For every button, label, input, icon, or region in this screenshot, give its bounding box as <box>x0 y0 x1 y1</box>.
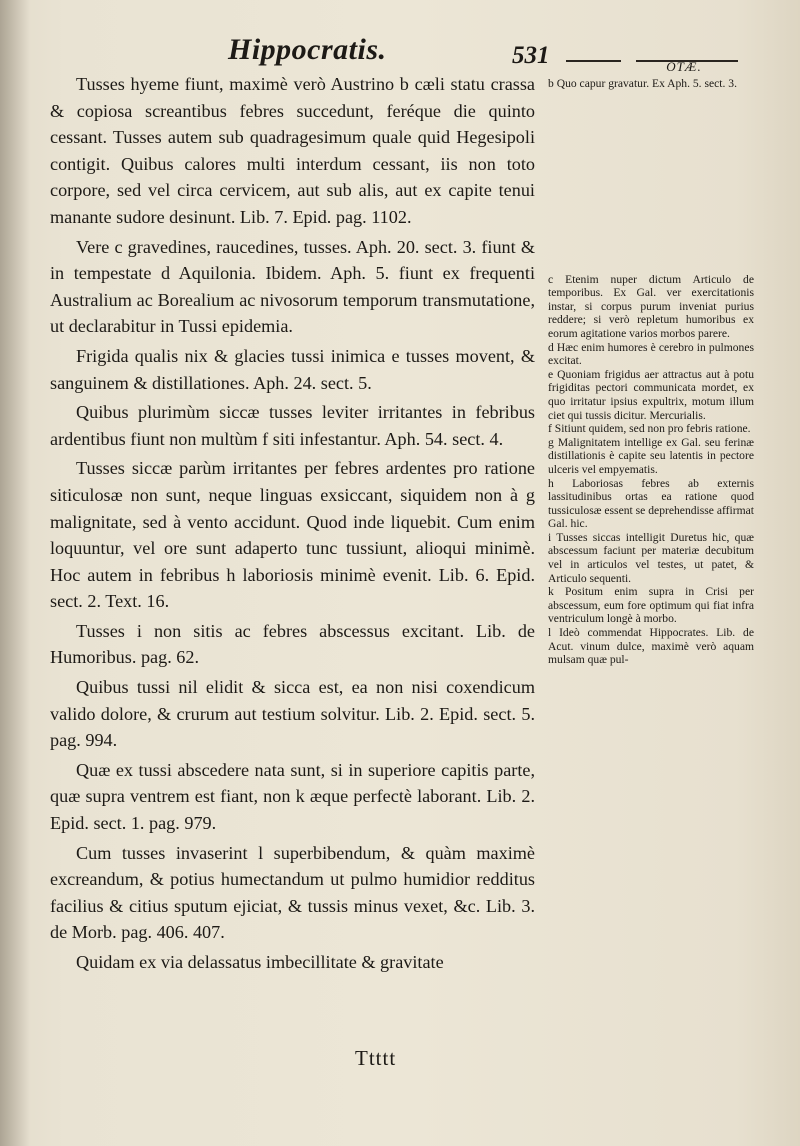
marginal-note: c Etenim nuper dictum Articulo de temporibus. Ex Gal. ver exercitationis instar, si corpus purum inveniat purius reddere; si verò repletum humoribus ex eorum agitatione varios morbos parere. <box>548 272 754 340</box>
paragraph: Tusses i non sitis ac febres abscessus excitant. Lib. de Humoribus. pag. 62. <box>50 620 535 668</box>
page-number: 531 <box>512 42 550 69</box>
marginal-note: h Laboriosas febres ab externis lassitudinibus ortas ea ratione quod tussiculosæ essent se deprehendisse affirmat Gal. hic. <box>548 476 754 531</box>
marginal-note: g Malignitatem intellige ex Gal. seu ferinæ distillationis è capite seu latentis in pectore ulceris vel empyematis. <box>548 435 754 476</box>
signature-mark: Ttttt <box>355 1046 397 1070</box>
marginal-note: k Positum enim supra in Crisi per abscessum, eum fore optimum qui fiat infra ventriculum longè à morbo. <box>548 585 754 626</box>
paragraph: Frigida qualis nix & glacies tussi inimica e tusses movent, & sanguinem & distillationes. Aph. 24. sect. 5. <box>50 345 535 393</box>
main-text-column <box>50 71 535 976</box>
notes-heading: OTÆ. <box>666 59 702 74</box>
paragraph: Tusses hyeme fiunt, maximè verò Austrino b cæli statu crassa & copiosa screantibus febres succedunt, feréque die quinto cessant. Tusses autem sub quadragesimum quale quid Hegesipoli contigit. Quibus calores multi interdum cessant, iis non toto corpore, sed vel circa cervicem, aut sub alis, aut ex capite tenui manante sudore desinunt. Lib. 7. Epid. pag. 1102. <box>50 74 535 227</box>
paragraph: Quidam ex via delassatus imbecillitate & gravitate <box>76 952 444 972</box>
marginal-note: e Quoniam frigidus aer attractus aut à potu frigiditas pectori communicata mordet, ex quo irritatur ipsius expultrix, motum illum ciet qui tussis dicitur. Mercurialis. <box>548 367 754 422</box>
marginal-note: f Sitiunt quidem, sed non pro febris ratione. <box>548 422 751 436</box>
marginal-notes-column <box>548 77 754 667</box>
paragraph: Quæ ex tussi abscedere nata sunt, si in superiore capitis parte, quæ supra ventrem est fiant, non k æque perfectè laborant. Lib. 2. Epid. sect. 1. pag. 979. <box>50 759 535 834</box>
paragraph: Quibus tussi nil elidit & sicca est, ea non nisi coxendicum valido dolore, & crurum aut testium solvitur. Lib. 2. Epid. sect. 5. pag. 994. <box>50 677 535 751</box>
paragraph: Quibus plurimùm siccæ tusses leviter irritantes in febribus ardentibus fiunt non multùm f siti infestantur. Aph. 54. sect. 4. <box>50 402 535 449</box>
marginal-note: i Tusses siccas intelligit Duretus hic, quæ abscessum faciunt per materiæ decubitum vel in articulos vel testes, ut patet, & Articulo sequenti. <box>548 530 754 585</box>
running-title: Hippocratis. <box>228 33 387 66</box>
header-rule <box>566 60 621 62</box>
marginal-note: l Ideò commendat Hippocrates. Lib. de Acut. vinum dulce, maximè verò aquam mulsam quæ pul- <box>548 626 754 667</box>
marginal-note: d Hæc enim humores è cerebro in pulmones excitat. <box>548 340 754 368</box>
page-gutter-shadow <box>0 0 30 1146</box>
paragraph: Cum tusses invaserint l superbibendum, & quàm maximè excreandum, & potius humectandum ut pulmo humidior redditus facilius & citius sputum ejiciat, & tussis minus vexet, &c. Lib. 3. de Morb. pag. 406. 407. <box>50 842 535 943</box>
paragraph: Vere c gravedines, raucedines, tusses. Aph. 20. sect. 3. fiunt & in tempestate d Aquilonia. Ibidem. Aph. 5. fiunt ex frequenti Australium ac Borealium ac nivosorum temporum transmutatione, ut declarabitur in Tussi epidemia. <box>50 236 535 337</box>
paragraph: Tusses siccæ parùm irritantes per febres ardentes pro ratione siticulosæ non sunt, neque linguas exsiccant, siquidem non à g malignitate, sed à vento accidunt. Quod inde liquebit. Cum enim loquuntur, vel ore sunt adaperto tunc tussiunt, alioqui minimè. Hoc autem in febribus h laboriosis minimè evenit. Lib. 6. Epid. sect. 2. Text. 16. <box>50 458 535 612</box>
marginal-note: b Quo capur gravatur. Ex Aph. 5. sect. 3. <box>548 77 737 90</box>
